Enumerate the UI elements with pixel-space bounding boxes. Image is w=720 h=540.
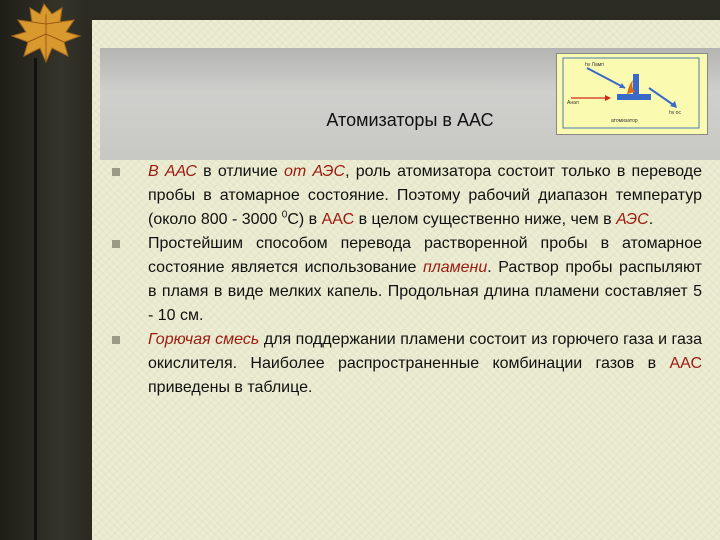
diagram-top-label: hv Ламп	[585, 62, 604, 68]
bullet-list	[112, 160, 702, 400]
bullet-item: В ААС в отличие от АЭС, роль атомизатора состоит только в переводе пробы в атомарное состояние. Поэтому рабочий диапазон температур (около 800 - 3000 $^0$С) в ААС в целом существенно ниже, чем в АЭС.	[112, 160, 702, 232]
slide-title: Атомизаторы в ААС	[326, 110, 494, 130]
bullet-marker	[112, 336, 120, 344]
left-decor-strip	[0, 0, 88, 540]
bullet-item: Горючая смесь для поддержании пламени состоит из горючего газа и газа окислителя. Наиболее распространенные комбинации газов в ААС приведены в таблице.	[112, 328, 702, 400]
bullet-item: Простейшим способом перевода растворенной пробы в атомарное состояние является использование пламени. Раствор пробы распыляют в пламя в виде мелких капель. Продольная длина пламени составляет 5 - 10 см.	[112, 232, 702, 328]
diagram-bottom-label: атомизатор	[611, 118, 638, 124]
bullet-marker	[112, 240, 120, 248]
vertical-divider	[34, 58, 37, 540]
output-beam-arrow	[649, 88, 675, 106]
diagram-left-label: Анал	[567, 100, 579, 106]
bullet-marker	[112, 168, 120, 176]
diagram-right-label: hv ос	[669, 110, 681, 116]
burner-column	[633, 74, 639, 100]
incident-beam-arrow	[587, 68, 625, 88]
autumn-leaf-icon	[2, 0, 86, 68]
atomizer-diagram	[556, 53, 708, 135]
